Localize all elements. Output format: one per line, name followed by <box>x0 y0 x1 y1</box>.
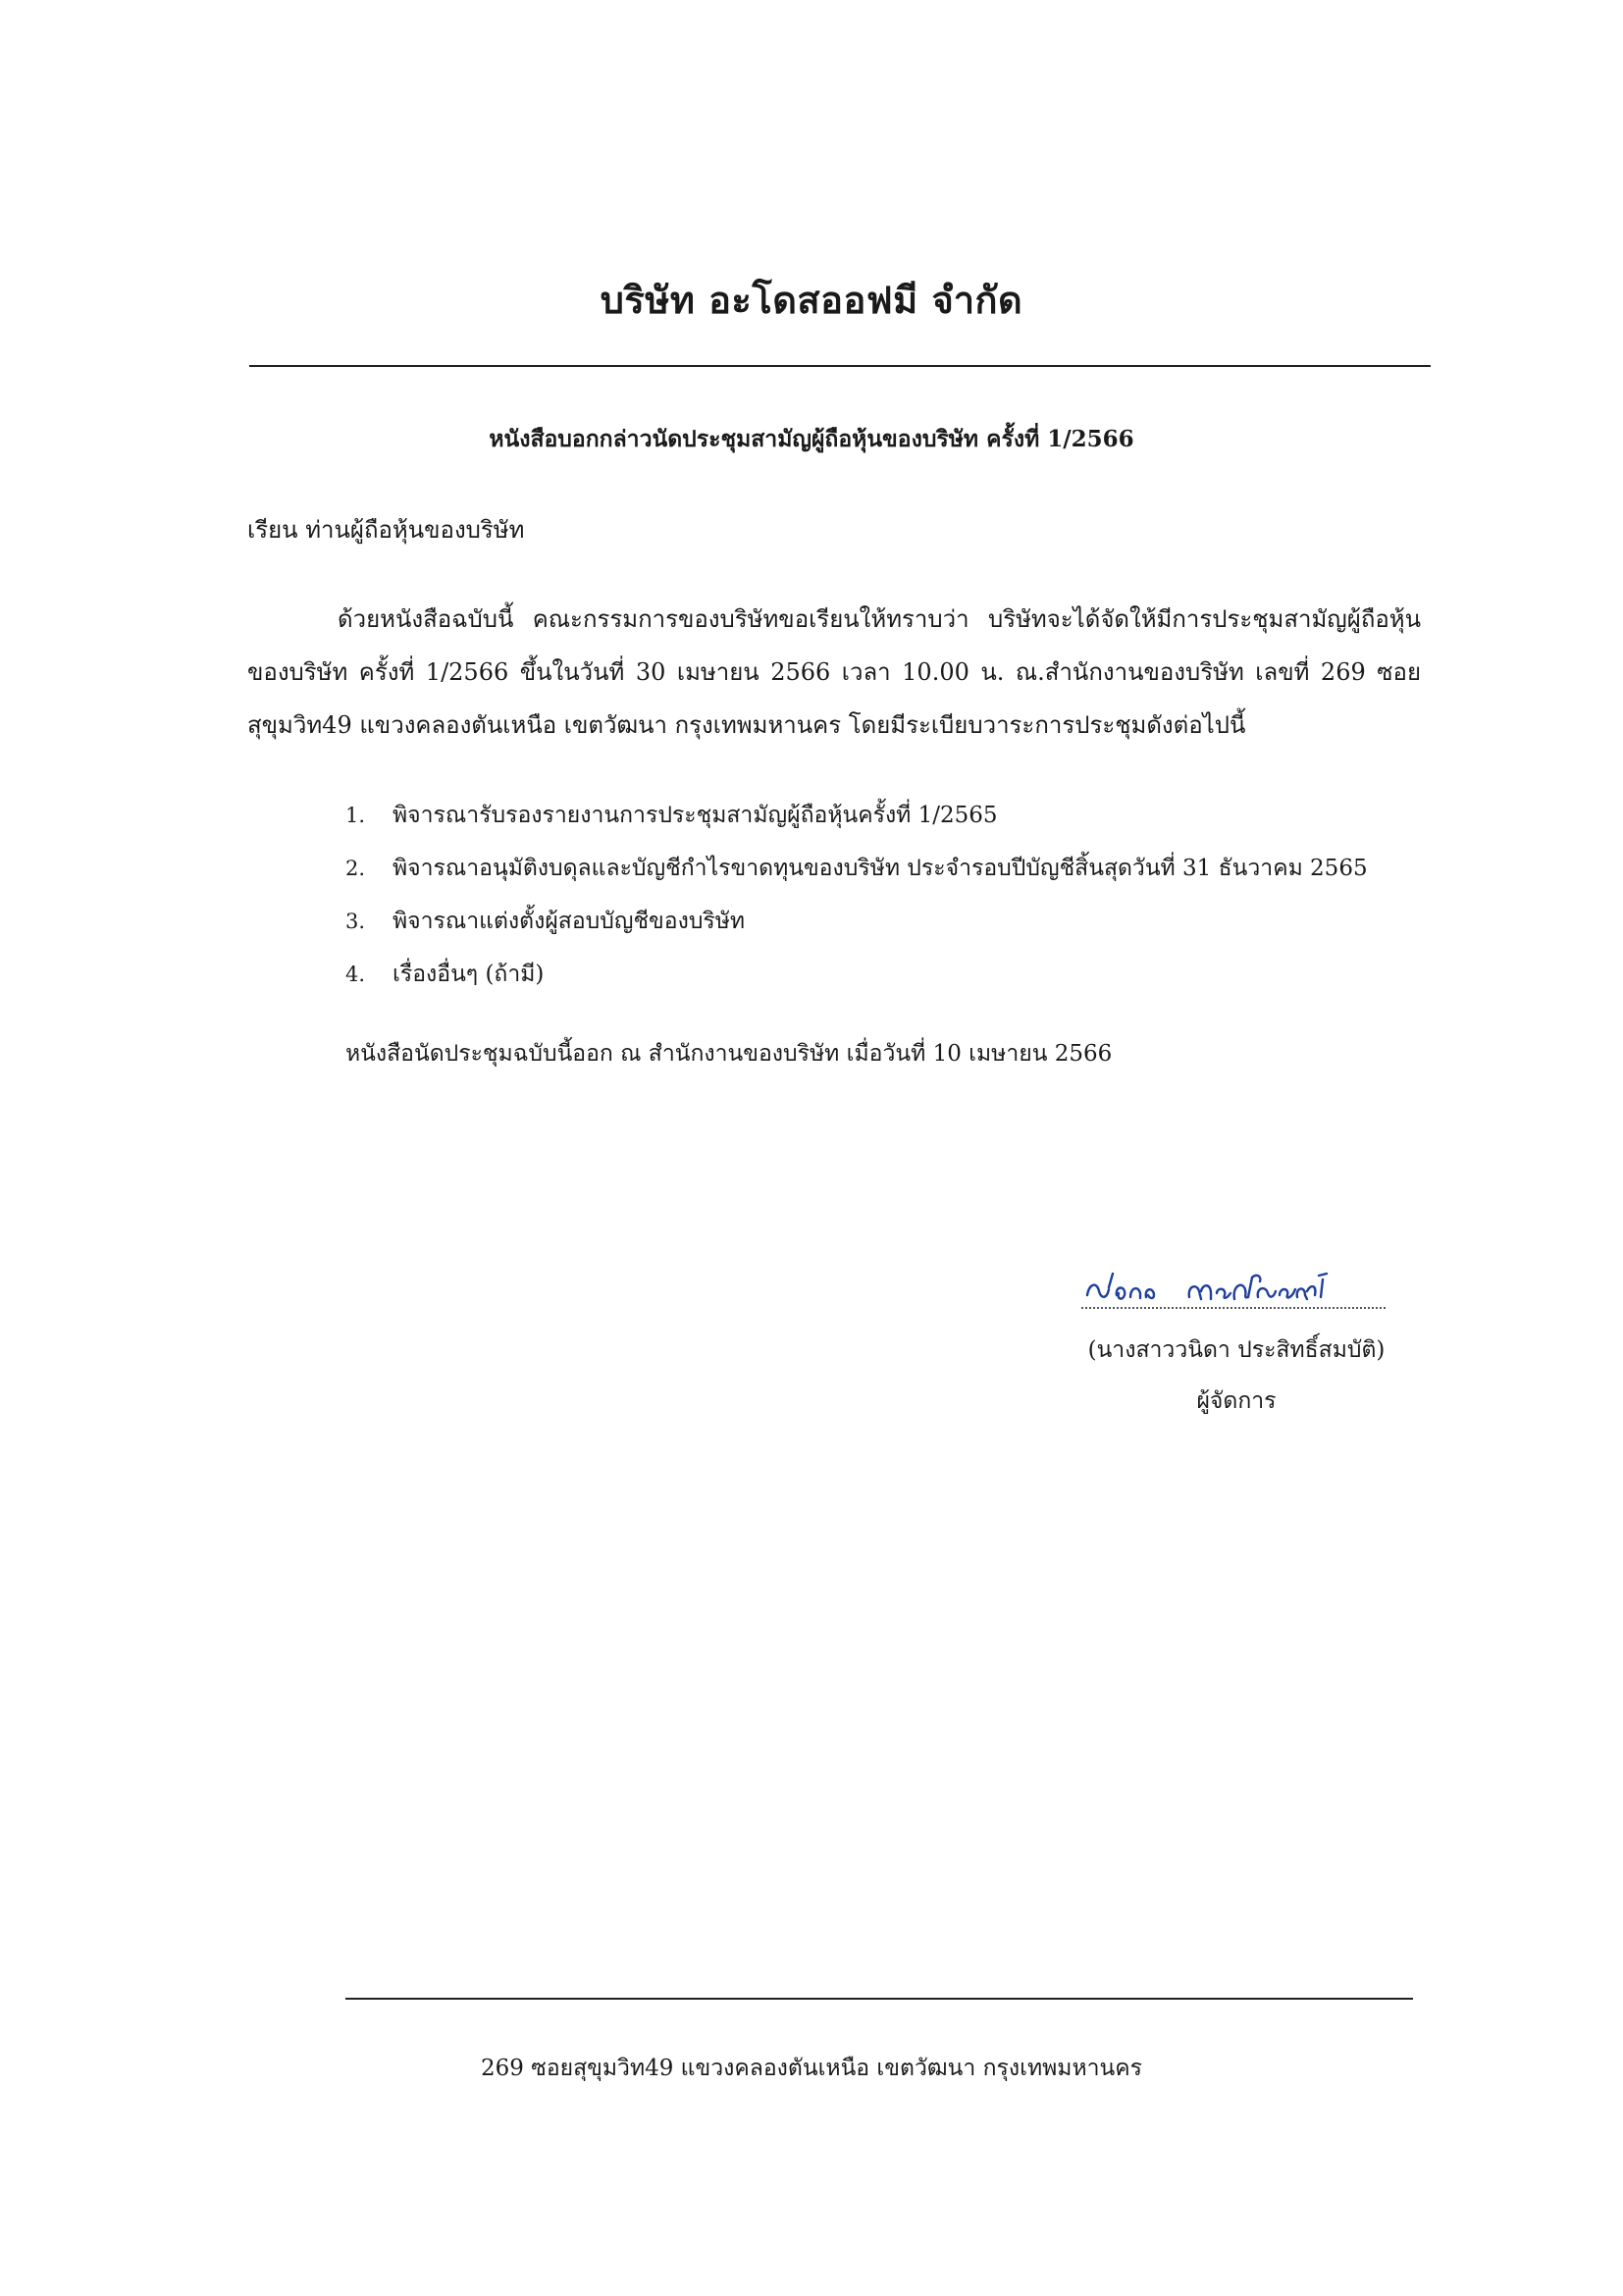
signature-dotted-line <box>1081 1307 1386 1309</box>
issued-statement: หนังสือนัดประชุมฉบับนี้ออก ณ สำนักงานของบริษัท เมื่อวันที่ 10 เมษายน 2566 <box>345 1041 1113 1067</box>
handwritten-signature <box>1079 1266 1393 1309</box>
company-name: บริษัท อะโดสออฟมี จำกัด <box>600 278 1023 322</box>
agenda-item-number: 2. <box>345 857 366 880</box>
document-title: หนังสือบอกกล่าวนัดประชุมสามัญผู้ถือหุ้นของบริษัท ครั้งที่ 1/2566 <box>489 426 1134 452</box>
signature-block <box>1079 1266 1393 1313</box>
footer-address: 269 ซอยสุขุมวิท49 แขวงคลองตันเหนือ เขตวัฒนา กรุงเทพมหานคร <box>481 2056 1142 2081</box>
body-paragraph: ด้วยหนังสือฉบับนี้ คณะกรรมการของบริษัทขอเรียนให้ทราบว่า บริษัทจะได้จัดให้มีการประชุมสามัญผู้ถือหุ้นของบริษัท ครั้งที่ 1/2566 ขึ้นในวันที่ 30 เมษายน 2566 เวลา 10.00 น. ณ.สำนักงานของบริษัท เลขที่ 269 ซอยสุขุมวิท49 แขวงคลองตันเหนือ เขตวัฒนา กรุงเทพมหานคร โดยมีระเบียบวาระการประชุมดังต่อไปนี้ <box>247 605 1421 739</box>
agenda-item-text: เรื่องอื่นๆ (ถ้ามี) <box>393 962 545 987</box>
footer-divider <box>345 1998 1413 2000</box>
agenda-item-number: 4. <box>345 963 366 986</box>
agenda-item-text: พิจารณารับรองรายงานการประชุมสามัญผู้ถือหุ้นครั้งที่ 1/2565 <box>393 803 998 828</box>
signer-name: (นางสาววนิดา ประสิทธิ์สมบัติ) <box>1087 1337 1386 1363</box>
agenda-item-number: 1. <box>345 804 366 827</box>
agenda-item <box>345 948 1425 1001</box>
agenda-item <box>345 895 1425 948</box>
agenda-item-number: 3. <box>345 910 366 933</box>
signer-title: ผู้จัดการ <box>1196 1388 1277 1414</box>
agenda-item-text: พิจารณาอนุมัติงบดุลและบัญชีกำไรขาดทุนของบริษัท ประจำรอบปีบัญชีสิ้นสุดวันที่ 31 ธันวาคม 2565 <box>393 856 1368 881</box>
agenda-item-text: พิจารณาแต่งตั้งผู้สอบบัญชีของบริษัท <box>393 909 746 934</box>
agenda-item <box>345 789 1425 842</box>
body-paragraph-block <box>247 593 1421 752</box>
header-divider <box>249 365 1431 367</box>
salutation: เรียน ท่านผู้ถือหุ้นของบริษัท <box>247 516 525 544</box>
agenda-list <box>345 789 1425 1001</box>
agenda-item <box>345 842 1425 895</box>
